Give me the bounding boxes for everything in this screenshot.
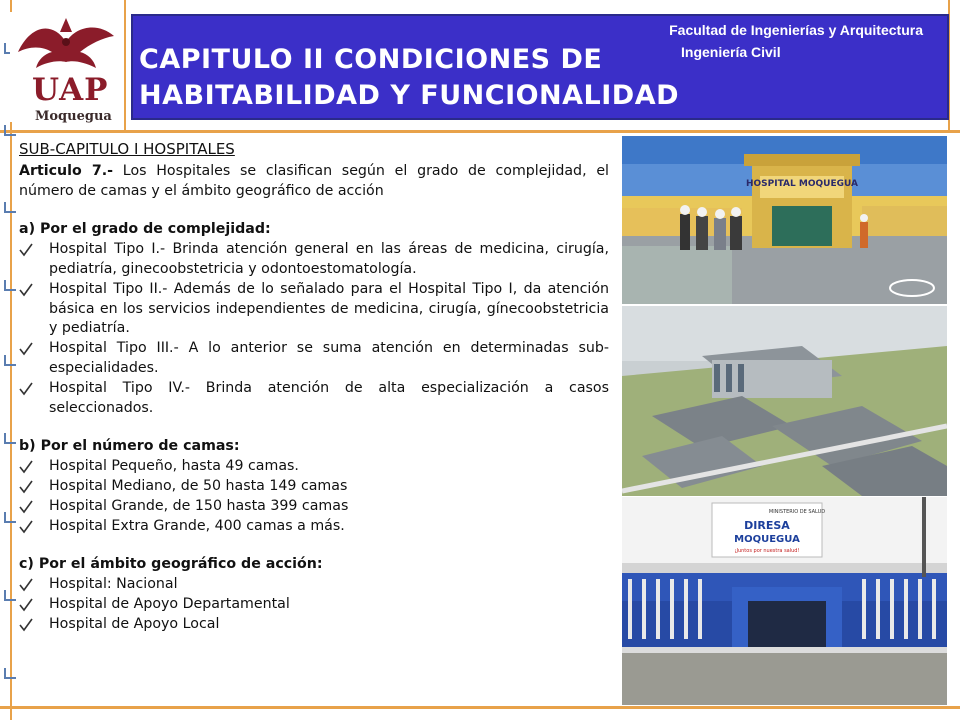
list-item-text: Hospital Tipo III.- A lo anterior se suma atención en determinadas sub-especialidades. — [49, 340, 609, 376]
list-item — [19, 280, 609, 339]
logo-subtext: Moquegua — [35, 109, 112, 124]
list-item-text: Hospital de Apoyo Departamental — [49, 595, 290, 612]
checkmark-icon — [19, 243, 33, 257]
checkmark-icon — [19, 460, 33, 474]
list-item — [19, 240, 609, 280]
article-text: Los Hospitales se clasifican según el grado de complejidad, el número de camas y el ámbito geográfico de acción — [19, 162, 609, 199]
checkmark-icon — [19, 283, 33, 297]
list-item — [19, 457, 609, 477]
logo-text: UAP — [32, 72, 109, 108]
list-item-text: Hospital: Nacional — [49, 576, 178, 593]
frame-tick — [4, 202, 16, 213]
career-name: Ingeniería Civil — [681, 44, 781, 60]
diresa-sign-city: MOQUEGUA — [734, 534, 800, 545]
checkmark-icon — [19, 618, 33, 632]
list-item — [19, 575, 609, 595]
list-geographic — [19, 575, 609, 634]
frame-tick — [4, 590, 16, 601]
frame-tick — [4, 355, 16, 366]
page-title-line2: HABITABILIDAD Y FUNCIONALIDAD — [139, 80, 680, 111]
list-item — [19, 477, 609, 497]
eagle-icon — [10, 12, 122, 76]
list-item-text: Hospital Tipo II.- Además de lo señalado para el Hospital Tipo I, da atención básica en los servicios independientes de medicina, cirugía, gínecoobstetricia y pediatría. — [49, 280, 609, 337]
checkmark-icon — [19, 342, 33, 356]
checkmark-icon — [19, 382, 33, 396]
list-item — [19, 379, 609, 419]
list-item-text: Hospital Pequeño, hasta 49 camas. — [49, 458, 299, 475]
page-title — [139, 42, 679, 114]
checkmark-icon — [19, 598, 33, 612]
article-paragraph — [19, 162, 609, 202]
list-beds — [19, 457, 609, 536]
checkmark-icon — [19, 480, 33, 494]
list-item — [19, 595, 609, 615]
faculty-name: Facultad de Ingenierías y Arquitectura — [669, 22, 923, 38]
frame-line-bottom — [0, 706, 960, 709]
photo-diresa-moquegua — [622, 497, 947, 705]
title-banner — [131, 14, 949, 120]
frame-tick — [4, 433, 16, 444]
checkmark-icon — [19, 520, 33, 534]
frame-line-vertical — [124, 0, 126, 132]
university-logo — [10, 12, 122, 122]
article-label: Articulo 7.- — [19, 162, 114, 179]
checkmark-icon — [19, 578, 33, 592]
list-item-text: Hospital Grande, de 150 hasta 399 camas — [49, 497, 349, 514]
page-title-line1: CAPITULO II CONDICIONES DE — [139, 44, 603, 75]
hospital-sign-text: HOSPITAL MOQUEGUA — [746, 179, 858, 189]
list-item-text: Hospital Tipo I.- Brinda atención general en las áreas de medicina, cirugía, pediatría, ginecoobstetricia y odontoestomatología. — [49, 241, 609, 277]
main-content — [19, 140, 609, 635]
frame-line-top — [0, 130, 960, 133]
list-item — [19, 339, 609, 379]
list-item-text: Hospital Extra Grande, 400 camas a más. — [49, 517, 345, 534]
frame-tick — [4, 125, 16, 136]
frame-tick — [4, 280, 16, 291]
list-item — [19, 517, 609, 537]
list-item-text: Hospital Tipo IV.- Brinda atención de alta especialización a casos seleccionados. — [49, 379, 609, 416]
section-heading-a: a) Por el grado de complejidad: — [19, 221, 271, 238]
diresa-sign-title: DIRESA — [744, 519, 790, 532]
list-item — [19, 615, 609, 635]
section-heading-b: b) Por el número de camas: — [19, 438, 240, 455]
diresa-sign-ministry: MINISTERIO DE SALUD — [768, 509, 826, 515]
checkmark-icon — [19, 500, 33, 514]
frame-tick — [4, 668, 16, 679]
list-item-text: Hospital de Apoyo Local — [49, 615, 220, 632]
diresa-sign-tagline: ¡Juntos por nuestra salud! — [734, 548, 800, 554]
section-heading-c: c) Por el ámbito geográfico de acción: — [19, 556, 323, 573]
list-complexity — [19, 240, 609, 418]
list-item — [19, 497, 609, 517]
photo-hospital-rendering — [622, 306, 947, 496]
list-item-text: Hospital Mediano, de 50 hasta 149 camas — [49, 477, 348, 494]
photo-hospital-moquegua — [622, 136, 947, 304]
frame-tick — [4, 512, 16, 523]
subchapter-heading: SUB-CAPITULO I HOSPITALES — [19, 140, 235, 158]
